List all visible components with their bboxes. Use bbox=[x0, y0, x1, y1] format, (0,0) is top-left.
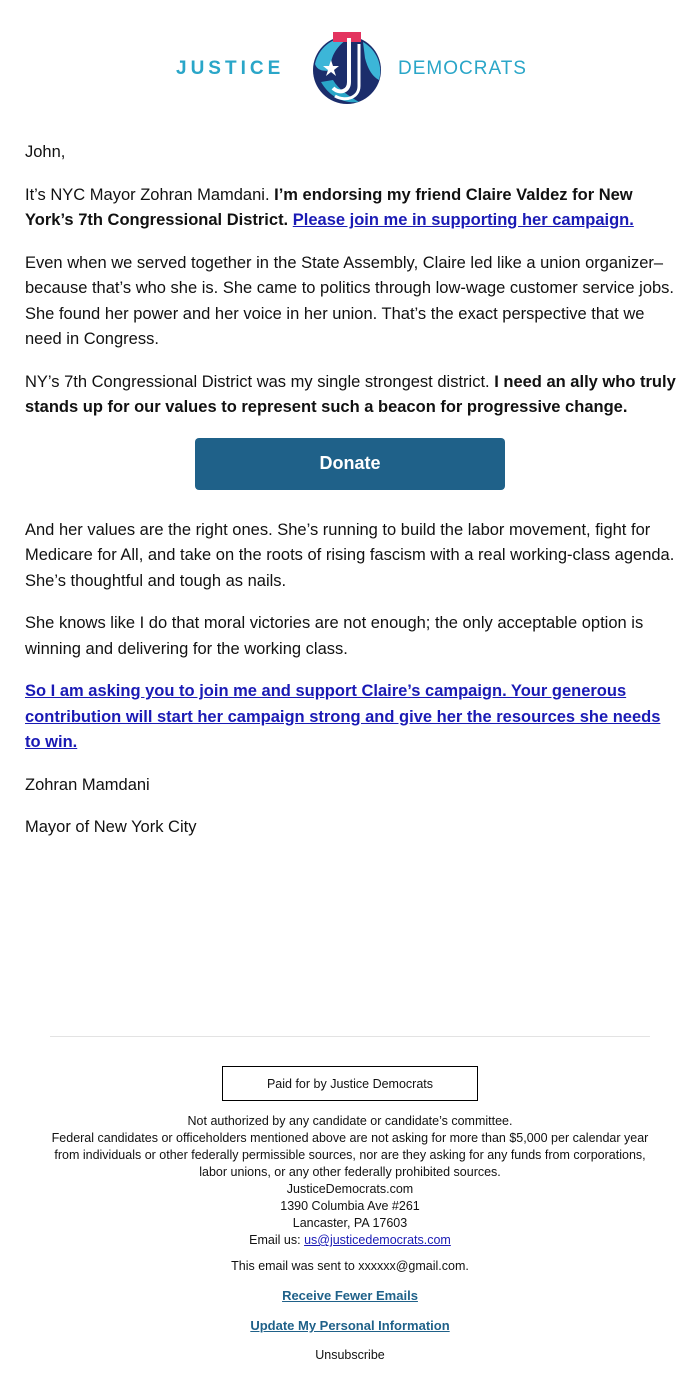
values-paragraph: And her values are the right ones. She’s running to build the labor movement, fight for Medicare for All, and take on the roots of rising fascism with a real working-class agenda. She’s thoughtful and tough as nails. bbox=[25, 520, 675, 590]
footer-address-line1: 1390 Columbia Ave #261 bbox=[280, 1199, 420, 1213]
donate-button[interactable]: Donate bbox=[195, 438, 505, 490]
email-body bbox=[25, 140, 680, 858]
footer-email-label: Email us: bbox=[249, 1233, 305, 1247]
contribute-link[interactable]: So I am asking you to join me and support Claire’s campaign. Your generous contribution will start her campaign strong and give her the resources she needs to win. bbox=[25, 682, 661, 751]
footer-email-link[interactable]: us@justicedemocrats.com bbox=[304, 1233, 451, 1247]
district-paragraph bbox=[25, 370, 680, 421]
footer-email-row bbox=[40, 1232, 660, 1249]
logo-text-justice: JUSTICE bbox=[176, 58, 285, 79]
ask-paragraph bbox=[25, 679, 680, 756]
district-bold-text: I need an ally who truly stands up for our values to represent such a beacon for progressive change. bbox=[25, 372, 676, 416]
district-text: NY’s 7th Congressional District was my single strongest district. bbox=[25, 372, 495, 391]
signature-title: Mayor of New York City bbox=[25, 818, 197, 836]
donate-container bbox=[25, 438, 680, 490]
signature-name: Zohran Mamdani bbox=[25, 775, 150, 794]
intro-bold-text: I’m endorsing my friend Claire Valdez for New York’s 7th Congressional District. bbox=[25, 185, 633, 229]
unsubscribe-link[interactable]: Unsubscribe bbox=[315, 1348, 385, 1362]
greeting: John, bbox=[25, 143, 66, 161]
receive-fewer-emails-link[interactable]: Receive Fewer Emails bbox=[282, 1288, 418, 1303]
intro-text: It’s NYC Mayor Zohran Mamdani. bbox=[25, 185, 275, 204]
assembly-paragraph: Even when we served together in the State Assembly, Claire led like a union organizer–because that’s who she is. She came to politics through low-wage customer service jobs. She found her power and her voice in her union. That’s the exact perspective that we need in Congress. bbox=[25, 253, 675, 348]
footer-address-line2: Lancaster, PA 17603 bbox=[292, 1216, 408, 1230]
logo-text-democrats: DEMOCRATS bbox=[398, 58, 527, 79]
disclaimer-line: Not authorized by any candidate or candidate’s committee. bbox=[187, 1114, 513, 1128]
sent-to-notice: This email was sent to xxxxxx@gmail.com. bbox=[231, 1259, 469, 1273]
email-header bbox=[0, 28, 700, 108]
support-campaign-link[interactable]: Please join me in supporting her campaign. bbox=[292, 211, 634, 229]
footer-divider bbox=[50, 1036, 650, 1037]
email-footer bbox=[40, 1113, 660, 1364]
federal-disclaimer: Federal candidates or officeholders mentioned above are not asking for more than $5,000 per calendar year from individuals or other federally permissible sources, nor are they asking for any funds from corporations, labor unions, or any other federally prohibited sources. bbox=[51, 1131, 649, 1179]
paid-for-box: Paid for by Justice Democrats bbox=[222, 1066, 478, 1101]
moral-victories-paragraph: She knows like I do that moral victories are not enough; the only acceptable option is winning and delivering for the working class. bbox=[25, 614, 644, 658]
update-personal-info-link[interactable]: Update My Personal Information bbox=[250, 1318, 450, 1333]
justice-democrats-logo-icon bbox=[309, 30, 385, 106]
footer-website: JusticeDemocrats.com bbox=[286, 1182, 414, 1196]
intro-paragraph bbox=[25, 183, 680, 234]
